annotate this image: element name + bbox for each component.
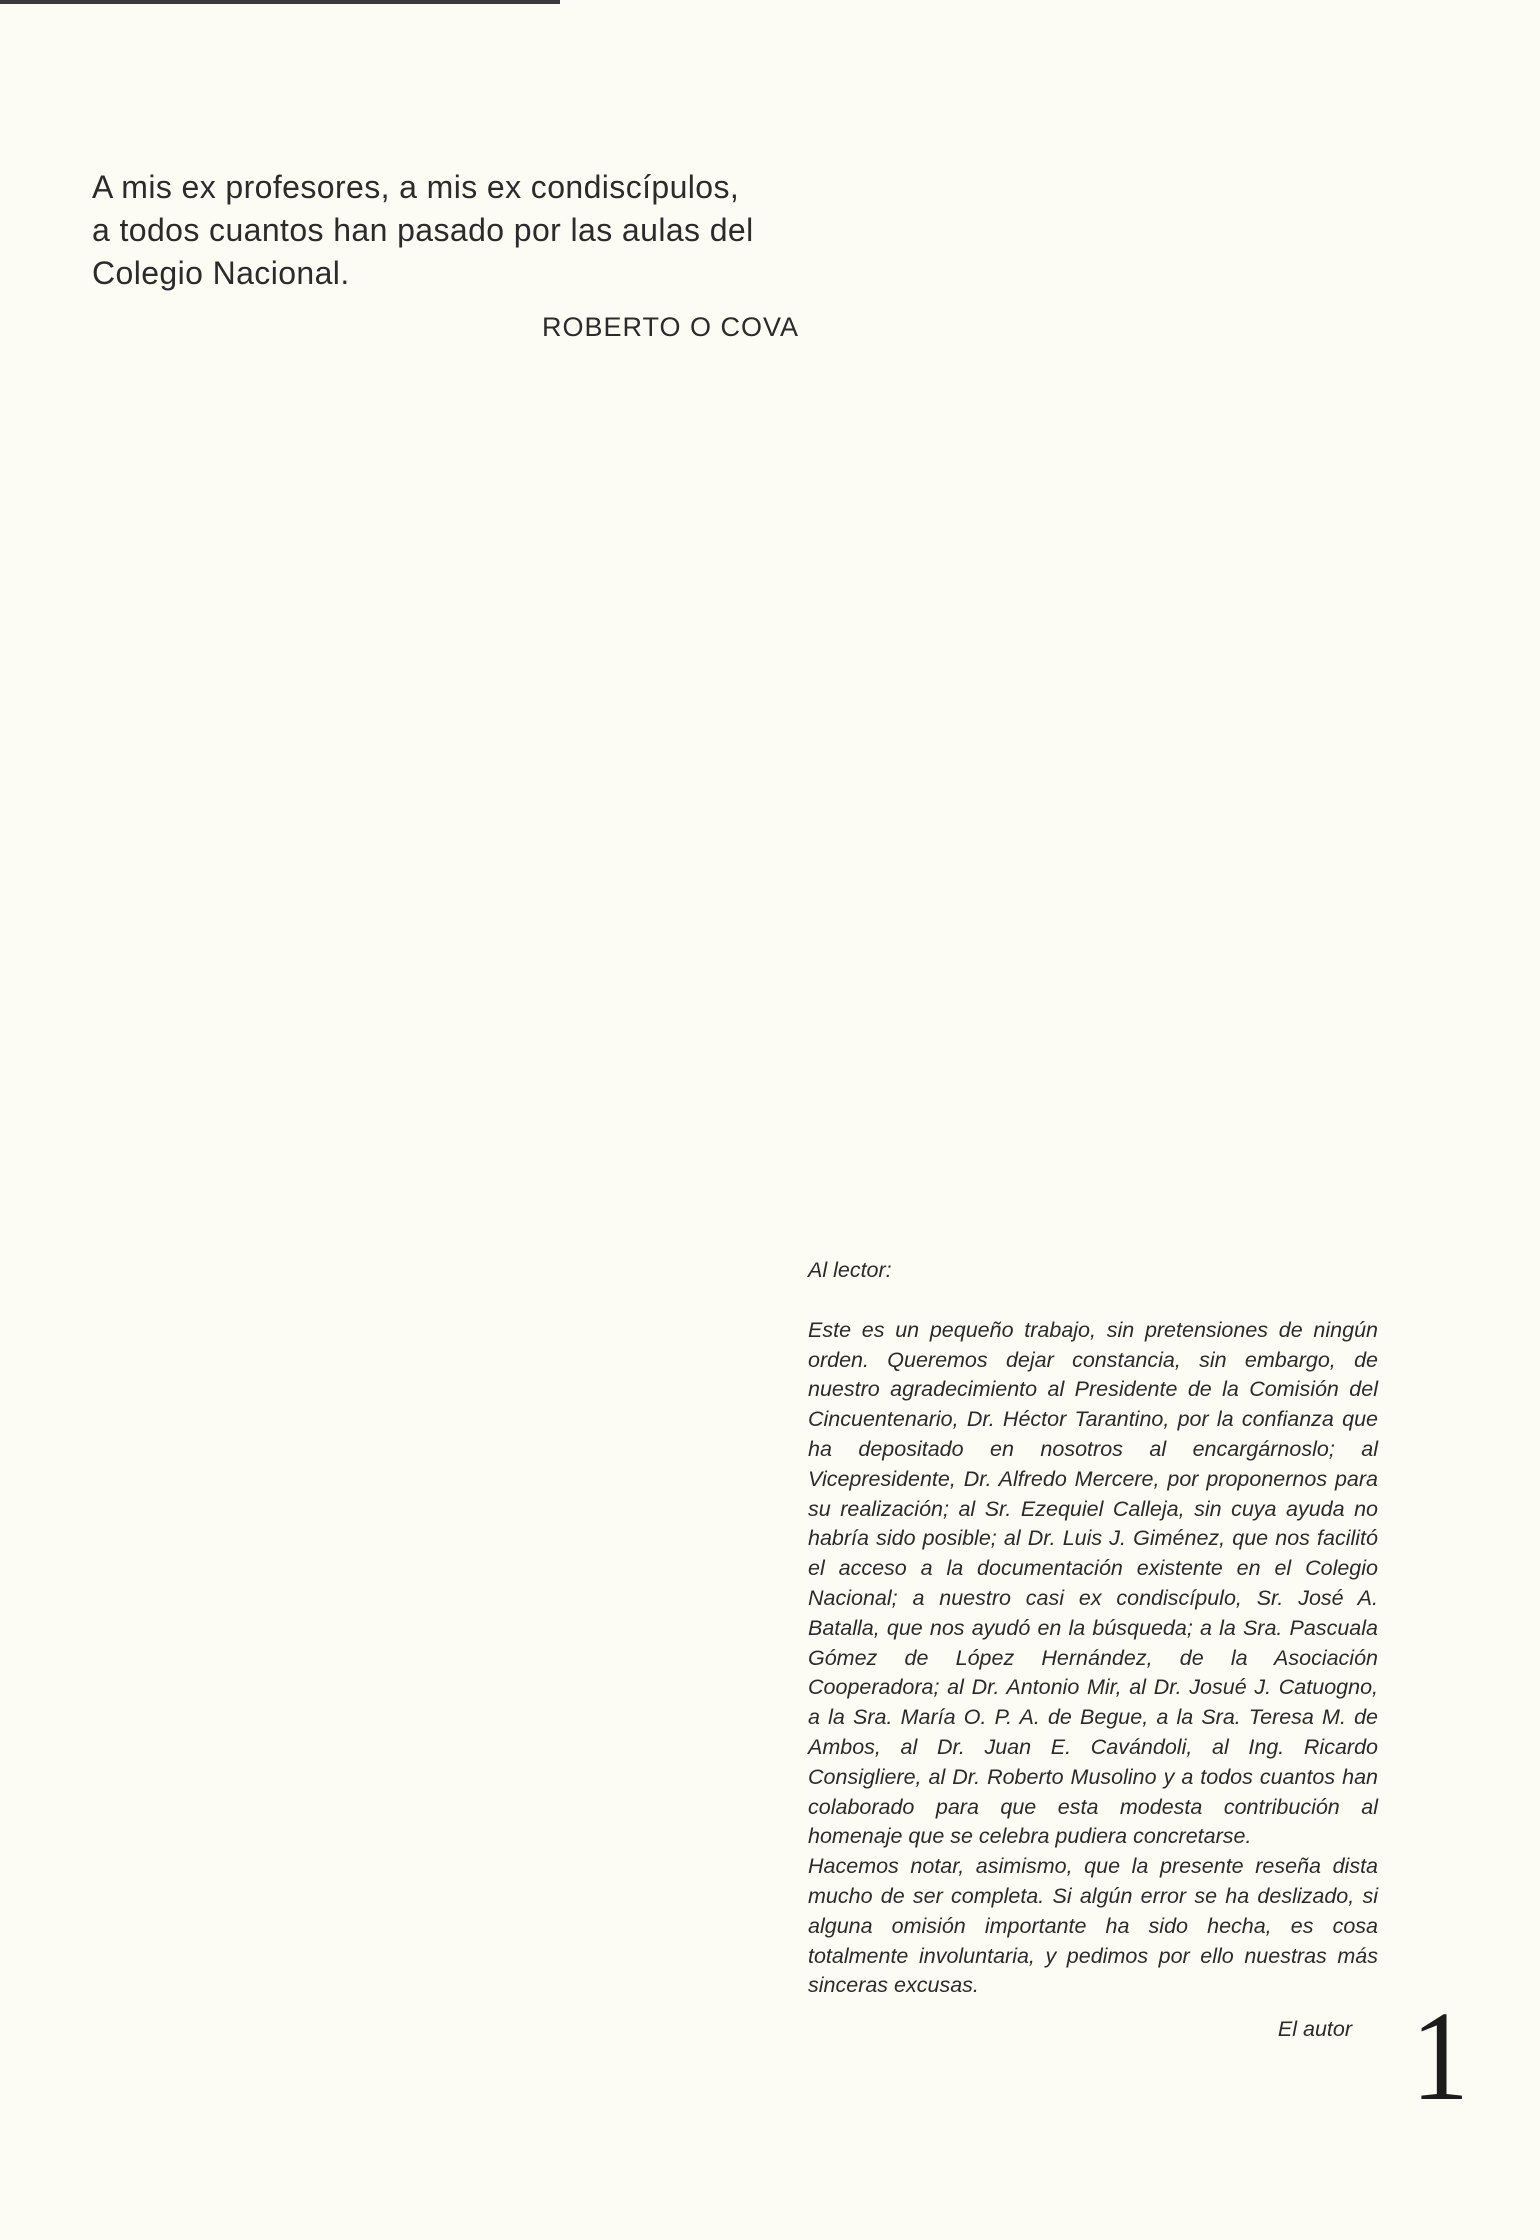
dedication-line: Colegio Nacional.: [92, 255, 350, 291]
dedication: [92, 166, 812, 342]
reader-note-paragraph: Este es un pequeño trabajo, sin pretensiones de ningún orden. Queremos dejar constancia, sin embargo, de nuestro agradecimiento al Presidente de la Comisión del Cincuentenario, Dr. Héctor Tarantino, por la confianza que ha depositado en nosotros al encargárnoslo; al Vicepresidente, Dr. Alfredo Mercere, por proponernos para su realización; al Sr. Ezequiel Calleja, sin cuya ayuda no habría sido posible; al Dr. Luis J. Giménez, que nos facilitó el acceso a la documentación existente en el Colegio Nacional; a nuestro casi ex condiscípulo, Sr. José A. Batalla, que nos ayudó en la búsqueda; a la Sra. Pascuala Gómez de López Hernández, de la Asociación Cooperadora; al Dr. Antonio Mir, al Dr. Josué J. Catuogno, a la Sra. María O. P. A. de Begue, a la Sra. Teresa M. de Ambos, al Dr. Juan E. Cavándoli, al Ing. Ricardo Consigliere, al Dr. Roberto Musolino y a todos cuantos han colaborado para que esta modesta contribución al homenaje que se celebra pudiera concretarse.: [808, 1317, 1378, 1849]
page-top-edge: [0, 0, 560, 4]
dedication-author: ROBERTO O COVA: [542, 312, 800, 342]
reader-note-paragraph: Hacemos notar, asimismo, que la presente reseña dista mucho de ser completa. Si algún error se ha deslizado, si alguna omisión importante ha sido hecha, es cosa totalmente involuntaria, y pedimos por ello nuestras más sinceras excusas.: [808, 1854, 1378, 1998]
dedication-line: A mis ex profesores, a mis ex condiscípulos,: [92, 169, 740, 205]
reader-note: [808, 1256, 1378, 2045]
reader-note-signoff: El autor: [1277, 2017, 1352, 2042]
dedication-line: a todos cuantos han pasado por las aulas del: [92, 212, 754, 248]
reader-note-greeting: Al lector:: [808, 1258, 892, 1282]
page-number: 1: [1411, 1985, 1469, 2127]
